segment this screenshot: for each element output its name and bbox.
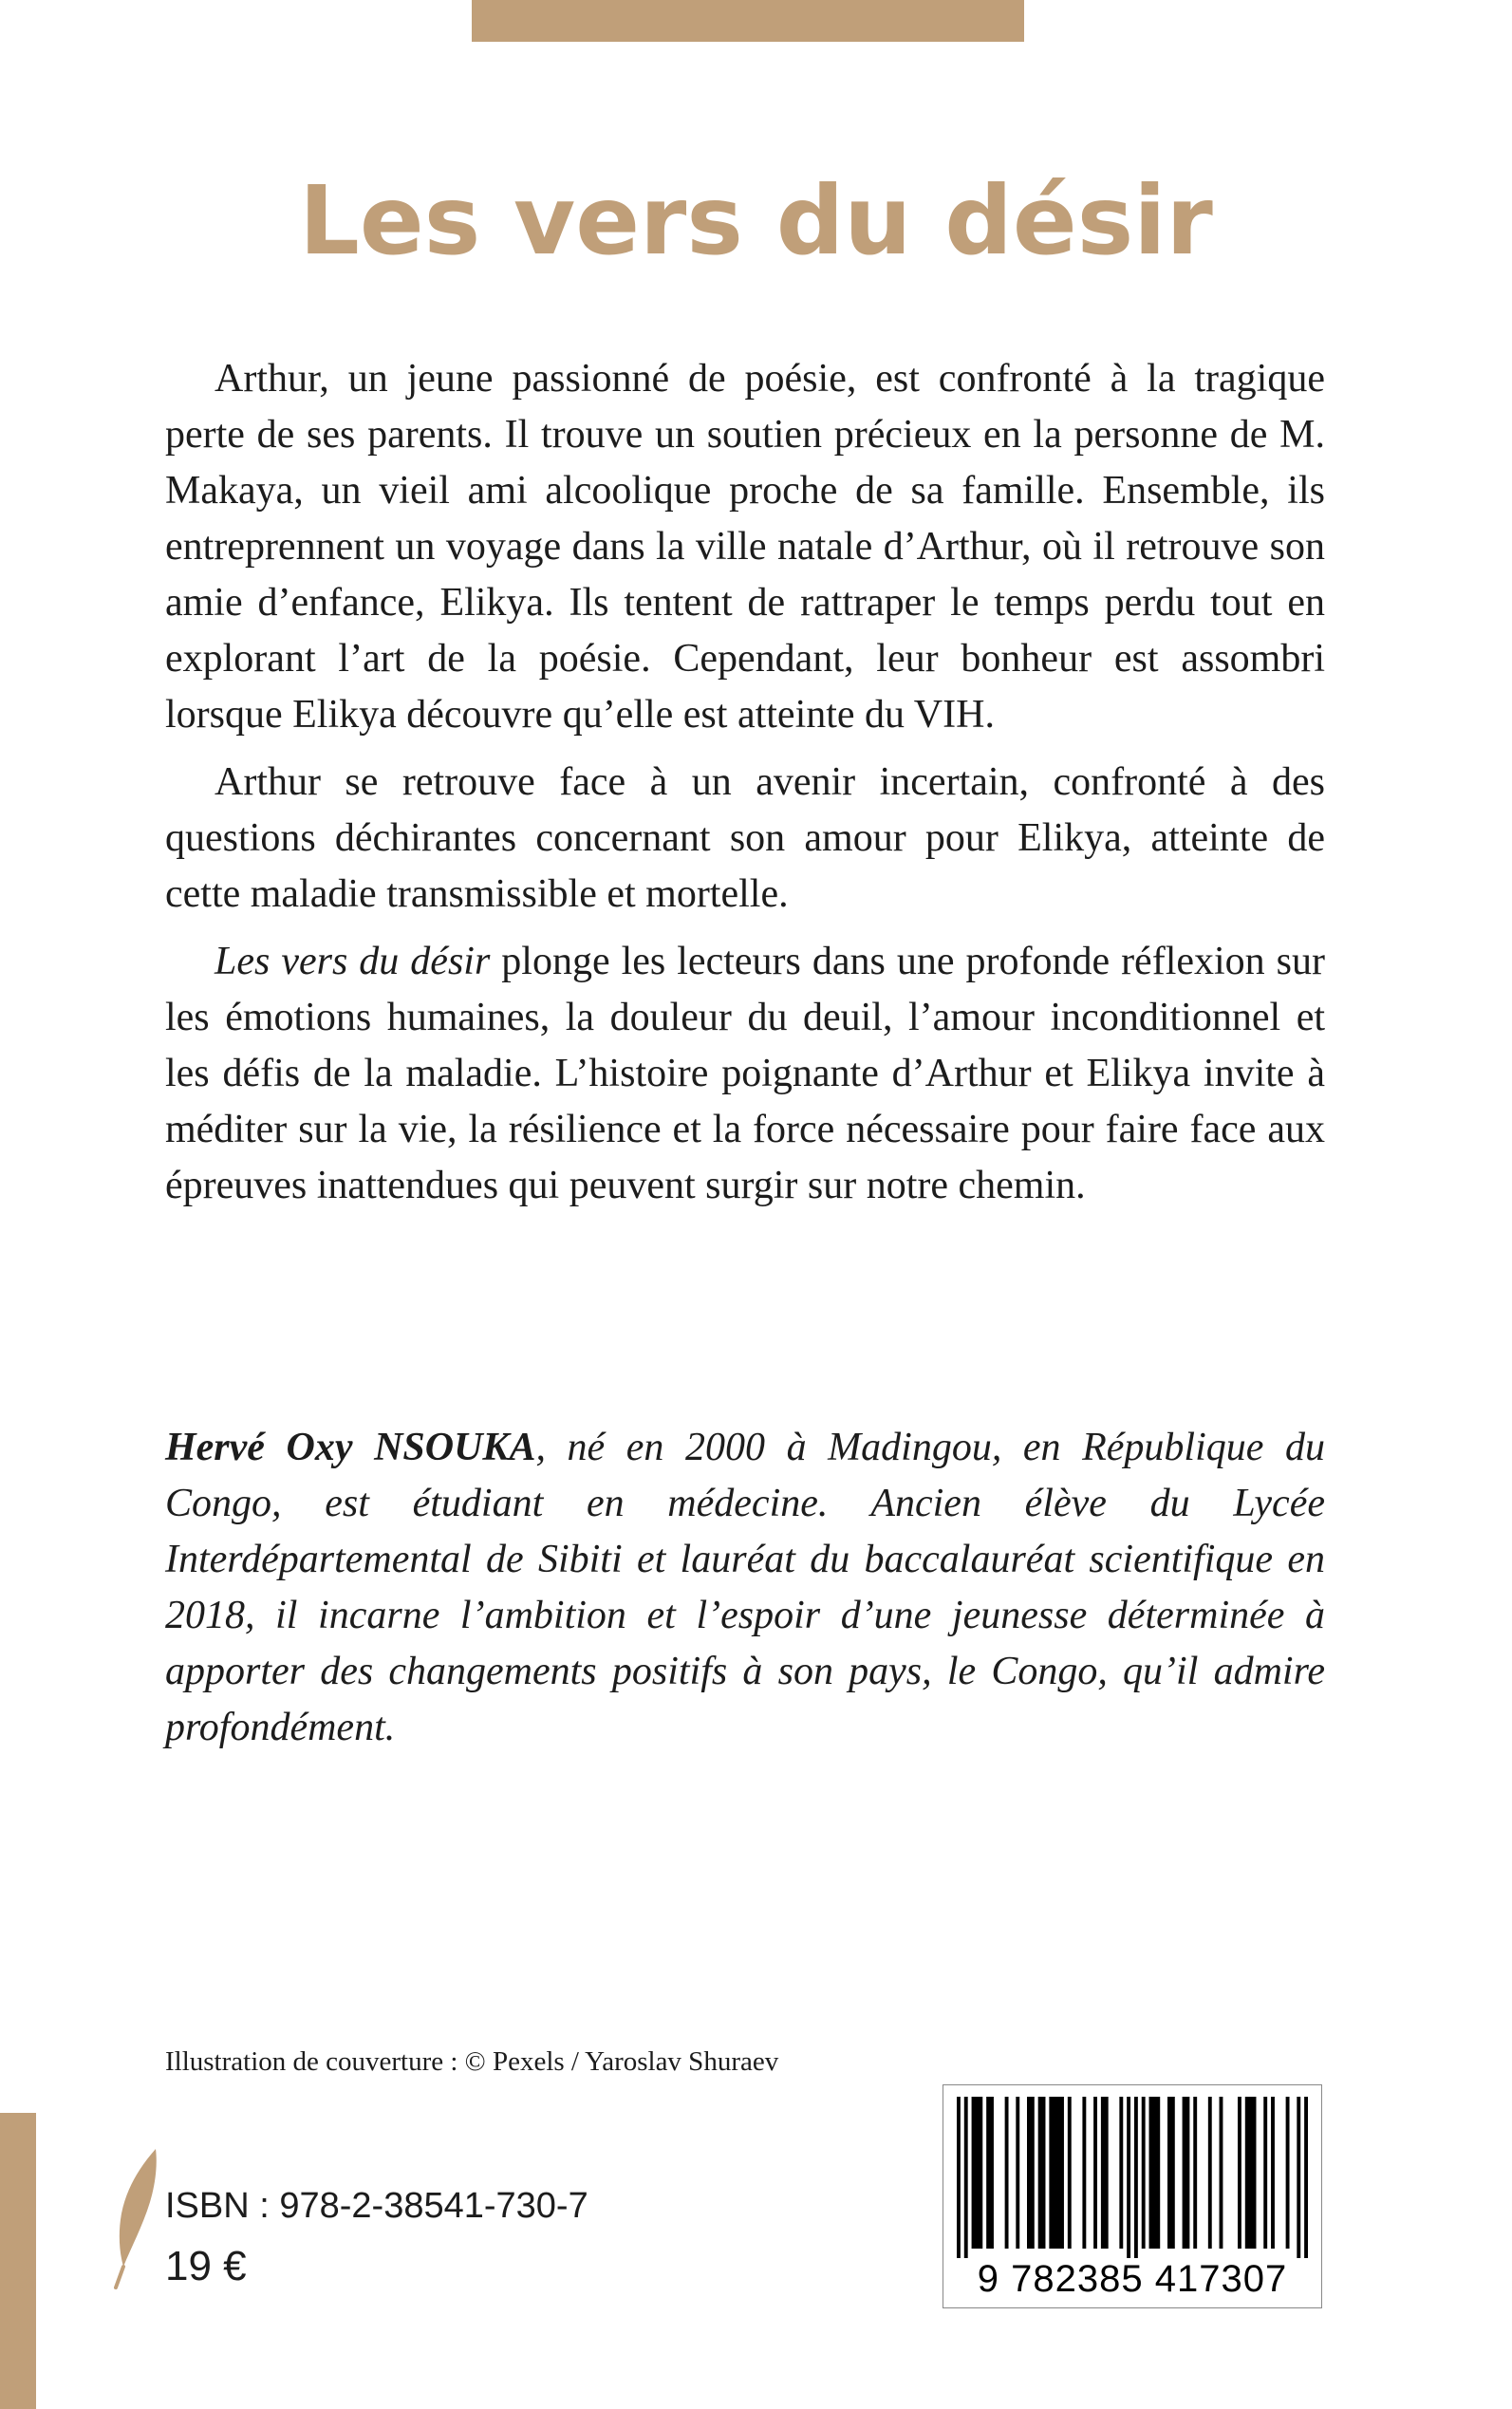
barcode-bar xyxy=(1297,2097,1300,2258)
barcode-bar xyxy=(1134,2097,1138,2258)
summary-paragraph-3-text: plonge les lecteurs dans une profonde réflexion sur les émotions humaines, la douleur du deuil, l’amour inconditionnel et les défis de la maladie. L’histoire poignante d’Arthur et Elikya invite à méditer sur la vie, la résilience et la force nécessaire pour faire face aux épreuves inattendues qui peuvent surgir sur notre chemin. xyxy=(165,940,1325,1207)
barcode-bar xyxy=(1286,2097,1290,2249)
top-accent-bar xyxy=(472,0,1024,42)
author-bio xyxy=(165,1420,1325,1756)
barcode-bar xyxy=(1271,2097,1275,2249)
feather-icon xyxy=(114,2147,158,2289)
barcode-bar xyxy=(1220,2097,1223,2249)
book-title: Les vers du désir xyxy=(299,165,1213,276)
barcode-bar xyxy=(964,2097,968,2258)
summary-paragraph-2: Arthur se retrouve face à un avenir incertain, confronté à des questions déchirantes concernant son amour pour Elikya, atteinte de cette maladie transmissible et mortelle. xyxy=(165,760,1325,916)
barcode-bar xyxy=(1068,2097,1072,2249)
barcode-bar xyxy=(1208,2097,1212,2249)
barcode-bar xyxy=(1183,2097,1190,2249)
book-summary xyxy=(165,351,1325,1225)
cover-credit: Illustration de couverture : © Pexels / Yaroslav Shuraev xyxy=(165,2046,779,2077)
summary-title-reference: Les vers du désir xyxy=(215,940,491,983)
barcode-bar xyxy=(1101,2097,1109,2249)
barcode-bar xyxy=(1082,2097,1086,2249)
price: 19 € xyxy=(165,2243,247,2289)
barcode-bar xyxy=(1093,2097,1097,2249)
barcode xyxy=(943,2084,1322,2308)
barcode-bar xyxy=(1238,2097,1241,2249)
barcode-bar xyxy=(1127,2097,1130,2258)
barcode-bar xyxy=(1167,2097,1175,2249)
barcode-bar xyxy=(1193,2097,1197,2249)
summary-paragraph-3 xyxy=(165,934,1325,1214)
barcode-bar xyxy=(986,2097,994,2249)
barcode-bar xyxy=(1027,2097,1035,2249)
author-name: Hervé Oxy NSOUKA xyxy=(165,1426,536,1469)
summary-paragraph-1: Arthur, un jeune passionné de poésie, est confronté à la tragique perte de ses parents. Il trouve un soutien précieux en la personne de M. Makaya, un vieil ami alcoolique proche de sa famille. Ensemble, ils entreprennent un voyage dans la ville natale d’Arthur, où il retrouve son amie d’enfance, Elikya. Ils tentent de rattraper le temps perdu tout en explorant l’art de la poésie. Cependant, leur bonheur est assombri lorsque Elikya découvre qu’elle est atteinte du VIH. xyxy=(165,357,1325,737)
side-accent-bar xyxy=(0,2113,36,2409)
barcode-bar xyxy=(972,2097,983,2249)
barcode-bar xyxy=(1304,2097,1308,2258)
barcode-bar xyxy=(1049,2097,1064,2249)
isbn: ISBN : 978-2-38541-730-7 xyxy=(165,2186,588,2226)
author-bio-text: , né en 2000 à Madingou, en République du Congo, est étudiant en médecine. Ancien élève du Lycée Interdépartemental de Sibiti et lauréat du baccalauréat scientifique en 2018, il incarne l’ambition et l’espoir d’une jeunesse déterminée à apporter des changements positifs à son pays, le Congo, qu’il admire profondément. xyxy=(165,1426,1326,1749)
barcode-bar xyxy=(1038,2097,1046,2249)
barcode-bar xyxy=(1149,2097,1161,2249)
barcode-bar xyxy=(1016,2097,1019,2249)
barcode-number: 9 782385 417307 xyxy=(977,2258,1288,2300)
barcode-bars xyxy=(957,2097,1308,2258)
barcode-bar xyxy=(1119,2097,1123,2249)
barcode-bar xyxy=(957,2097,961,2258)
barcode-bar xyxy=(1005,2097,1009,2249)
barcode-bar xyxy=(1245,2097,1257,2249)
barcode-bar xyxy=(1142,2097,1146,2249)
barcode-bar xyxy=(1263,2097,1267,2249)
